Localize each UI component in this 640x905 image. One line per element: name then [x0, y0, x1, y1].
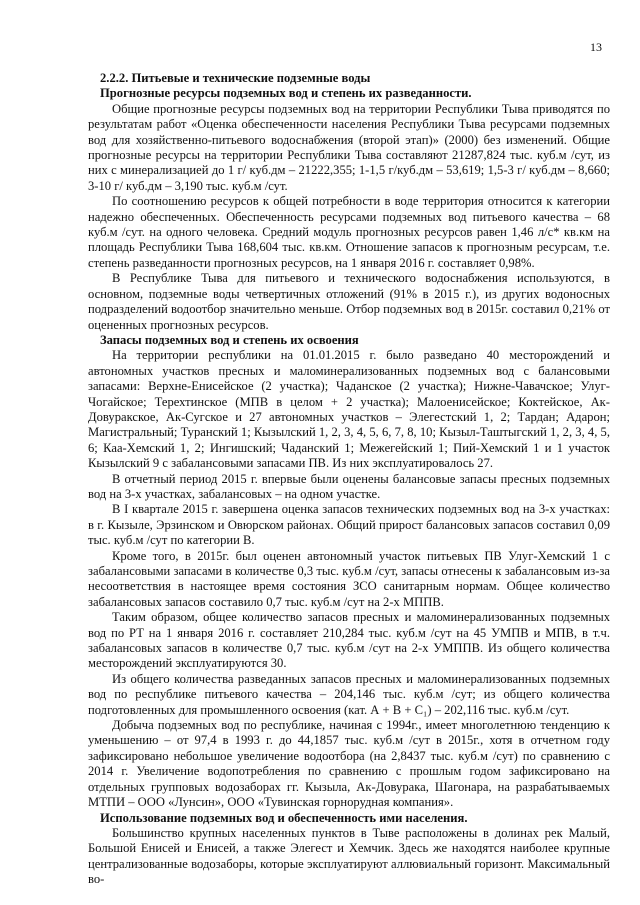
- paragraph: По соотношению ресурсов к общей потребности в воде территория относится к категории надежно обеспеченных. Обеспеченность ресурсами подземных вод питьевого качества – 68 куб.м /сут. на одного человека. Средний модуль прогнозных ресурсов равен 1,46 л/с* кв.км на площадь Республики Тыва 168,604 тыс. кв.км. Отношение запасов к прогнозным ресурсам, т.е. степень разведанности прогнозных ресурсов, на 1 января 2016 г. составляет 0,98%.: [88, 194, 610, 270]
- paragraph: В отчетный период 2015 г. впервые были оценены балансовые запасы пресных подземных вод на 3-х участках, забалансовых – на одном участке.: [88, 471, 610, 501]
- paragraph: Таким образом, общее количество запасов пресных и маломинерализованных подземных вод по РТ на 1 января 2016 г. составляет 210,284 тыс. куб.м /сут на 45 УМПВ и МПВ, в т.ч. забалансовых запасов в количестве 0,7 тыс. куб.м /сут на 2-х УМППВ. Из общего количества месторождений эксплуатируются 30.: [88, 610, 610, 671]
- paragraph: Из общего количества разведанных запасов пресных и маломинерализованных подземных вод по республике питьевого качества – 204,146 тыс. куб.м /сут; из общего количества подготовленных для промышленного освоения (кат. А + В + С₁) – 202,116 тыс. куб.м /сут.: [88, 671, 610, 717]
- paragraph: Большинство крупных населенных пунктов в Тыве расположены в долинах рек Малый, Большой Енисей и Енисей, а также Элегест и Хемчик. Здесь же находятся наиболее крупные централизованные водозаборы, которые эксплуатируют аллювиальный горизонт. Максимальный во-: [88, 825, 610, 887]
- subsection-heading-reserves: Запасы подземных вод и степень их освоения: [100, 332, 359, 347]
- section-heading: 2.2.2. Питьевые и технические подземные воды: [100, 71, 371, 85]
- subsection-heading-resources: Прогнозные ресурсы подземных вод и степень их разведанности.: [100, 86, 472, 101]
- paragraph: На территории республики на 01.01.2015 г. было разведано 40 месторождений и автономных участков пресных и маломинерализованных подземных вод с балансовыми запасами: Верхне-Енисейское (2 участка); Чаданское (2 участка); Нижне-Чавачское; Улуг-Чогайское; Терехтинское (МПВ в целом + 2 участка); Малоенисейское; Коктейское, Ак-Довуракское, Ак-Сугское и 27 автономных участков – Элегестский 1, 2; Тардан; Адарон; Магистральный; Туранский 1; Кызылский 1, 2, 3, 4, 5, 6, 7, 8, 10; Кызыл-Таштыгский 1, 2, 3, 4, 5, 6; Каа-Хемский 1, 2; Ингишский; Чаданский 1; Межегейский 1; Пий-Хемский 1 и 1 участок Кызылский 9 с забалансовыми запасами ПВ. Из них эксплуатировалось 27.: [88, 348, 610, 471]
- paragraph: В Республике Тыва для питьевого и технического водоснабжения используются, в основном, подземные воды четвертичных отложений (91% в 2015 г.), из других водоносных подразделений водоотбор значительно меньше. Отбор подземных вод в 2015г. составил 0,21% от оцененных прогнозных ресурсов.: [88, 271, 610, 332]
- paragraph: В I квартале 2015 г. завершена оценка запасов технических подземных вод на 3-х участках: в г. Кызыле, Эрзинском и Овюрском районах. Общий прирост балансовых запасов составил 0,09 тыс. куб.м /сут по категории В.: [88, 502, 610, 548]
- page-content: [88, 71, 610, 888]
- paragraph: Кроме того, в 2015г. был оценен автономный участок питьевых ПВ Улуг-Хемский 1 с забалансовыми запасами в количестве 0,3 тыс. куб.м /сут, запасы отнесены к забалансовым из-за несоответствия в настоящее время состояния ЗСО санитарным нормам. Общее количество забалансовых запасов составило 0,7 тыс. куб.м /сут на 2-х МППВ.: [88, 548, 610, 609]
- paragraph: Общие прогнозные ресурсы подземных вод на территории Республики Тыва приводятся по результатам работ «Оценка обеспеченности населения Республики Тыва ресурсами подземных вод для хозяйственно-питьевого водоснабжения (второй этап)» (2000) без изменений. Общие прогнозные ресурсы на территории Республики Тыва составляют 21287,824 тыс. куб.м /сут, из них с минерализацией до 1 г/ куб.дм – 21222,355; 1-1,5 г/куб.дм – 53,619; 1,5-3 г/ куб.дм – 8,660; 3-10 г/ куб.дм – 3,190 тыс. куб.м /сут.: [88, 101, 610, 193]
- paragraph: Добыча подземных вод по республике, начиная с 1994г., имеет многолетнюю тенденцию к уменьшению – от 97,4 в 1993 г. до 44,1857 тыс. куб.м /сут в 2015г., хотя в отчетном году зафиксировано небольшое увеличение водоотбора (на 2,8437 тыс. куб.м /сут) по сравнению с 2014 г. Увеличение водопотребления по сравнению с прошлым годом зафиксировано на отдельных групповых водозаборах гг. Кызыла, Ак-Довурака, Шагонара, на разрабатываемых МТПИ – ООО «Лунсин», ООО «Тувинская горнорудная компания».: [88, 718, 610, 810]
- subsection-heading-usage: Использование подземных вод и обеспеченность ими населения.: [100, 810, 468, 825]
- page-number: 13: [590, 40, 602, 54]
